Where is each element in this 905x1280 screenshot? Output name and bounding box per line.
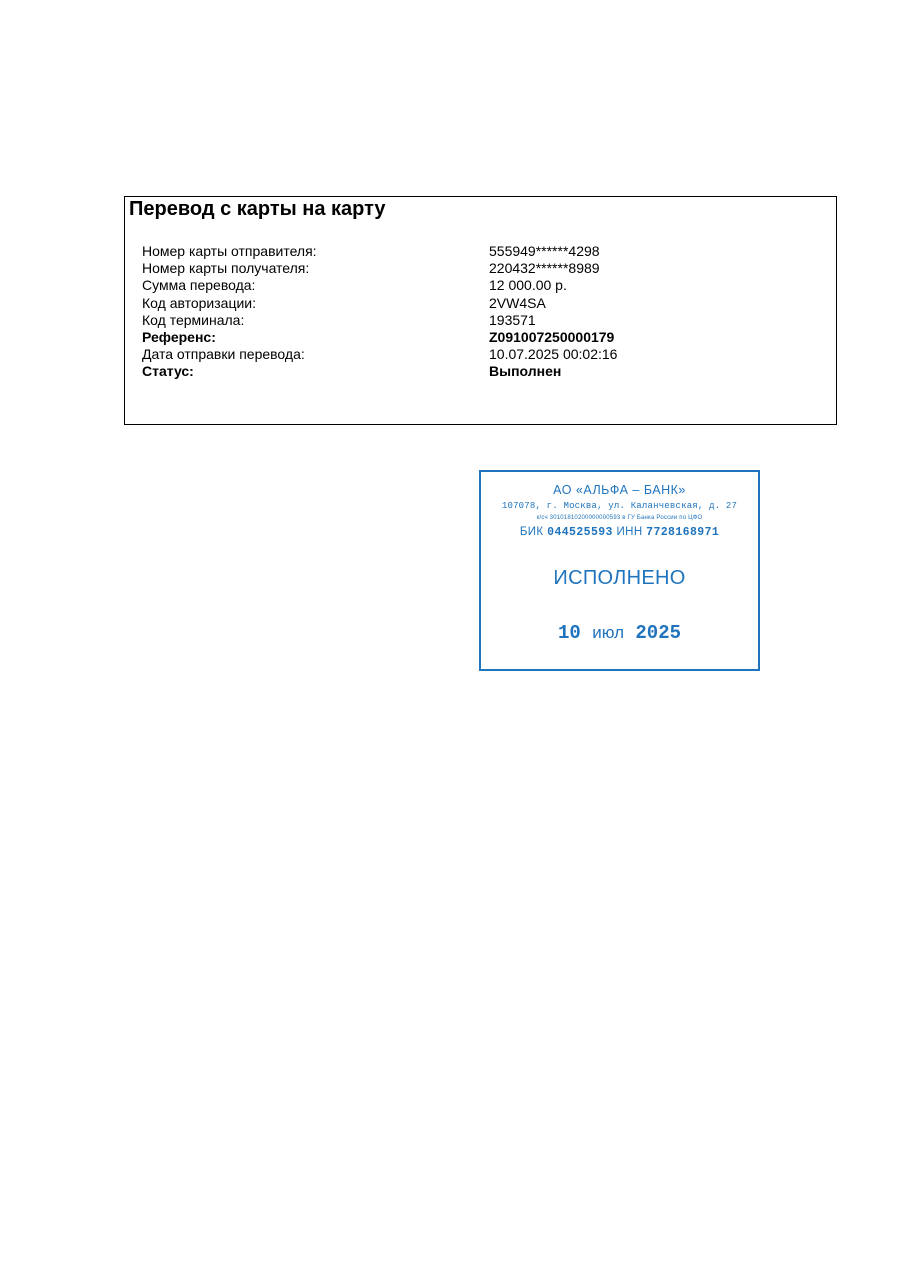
stamp-inn: 7728168971: [646, 526, 720, 539]
row-send-date: [142, 346, 822, 363]
row-label: Код терминала:: [142, 311, 245, 328]
row-label: Код авторизации:: [142, 294, 257, 311]
row-value: 193571: [489, 311, 536, 328]
row-auth-code: [142, 295, 822, 312]
receipt-details: [142, 243, 822, 381]
row-reference: [142, 329, 822, 346]
row-value: Z091007250000179: [489, 328, 615, 345]
stamp-bik-inn: [481, 526, 758, 539]
row-label: Номер карты получателя:: [142, 260, 310, 277]
row-label: Статус:: [142, 363, 194, 380]
row-amount: [142, 277, 822, 294]
row-label: Сумма перевода:: [142, 277, 256, 294]
row-label: Дата отправки перевода:: [142, 346, 305, 363]
row-value: 10.07.2025 00:02:16: [489, 346, 618, 363]
row-value: 555949******4298: [489, 243, 600, 259]
row-label: Референс:: [142, 328, 216, 345]
row-terminal-code: [142, 312, 822, 329]
stamp-date-year: 2025: [635, 622, 682, 644]
stamp-date-month: июл: [592, 623, 624, 642]
bank-stamp: [479, 470, 760, 671]
stamp-bik-label: БИК: [519, 526, 544, 538]
stamp-account: к/сч 30101810200000000593 в ГУ Банка России по ЦФО: [536, 515, 703, 521]
receipt-title: Перевод с карты на карту: [129, 198, 386, 220]
stamp-address: 107078, г. Москва, ул. Каланчевская, д. 27: [501, 501, 738, 511]
row-value: 2VW4SA: [489, 294, 546, 311]
stamp-status: ИСПОЛНЕНО: [553, 567, 686, 589]
stamp-inn-label: ИНН: [616, 526, 643, 538]
stamp-bik: 044525593: [547, 526, 613, 539]
row-label: Номер карты отправителя:: [142, 243, 317, 259]
row-sender-card: [142, 243, 822, 260]
row-recipient-card: [142, 260, 822, 277]
row-value: Выполнен: [489, 363, 562, 380]
transfer-receipt: [124, 196, 837, 425]
row-value: 220432******8989: [489, 260, 600, 277]
row-value: 12 000.00 р.: [489, 277, 567, 294]
stamp-bank-name: АО «АЛЬФА – БАНК»: [553, 483, 686, 497]
row-status: [142, 363, 822, 380]
stamp-date-day: 10: [557, 622, 581, 644]
stamp-date: [481, 622, 758, 644]
